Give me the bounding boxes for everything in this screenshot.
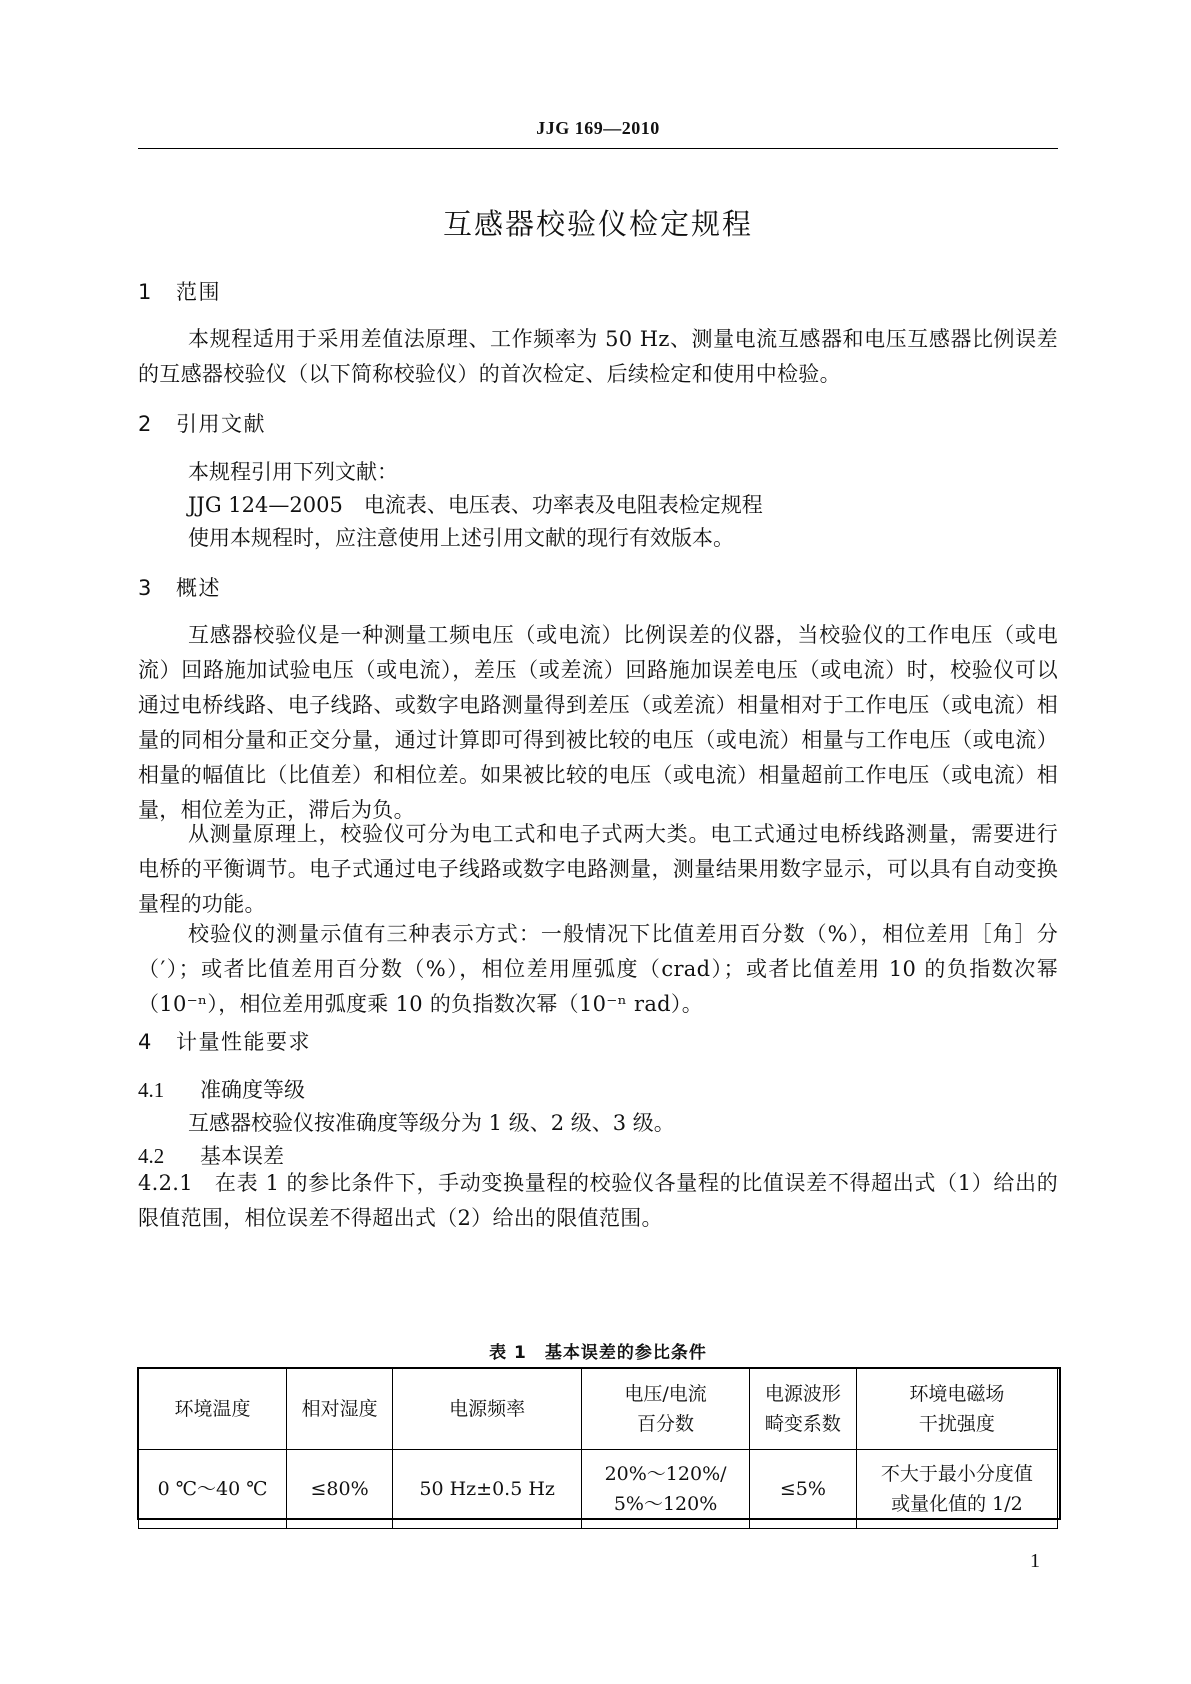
table-header-row [139,1369,1058,1450]
section-1-heading [138,276,221,306]
overview-paragraph-2: 从测量原理上，校验仪可分为电工式和电子式两大类。电工式通过电桥线路测量，需要进行电桥的平衡调节。电子式通过电子线路或数字电路测量，测量结果用数字显示，可以具有自动变换量程的功能。 [138,822,1058,916]
header-line-2: 百分数 [637,1413,695,1435]
section-title: 范围 [176,280,221,304]
section-4-heading [138,1026,311,1056]
table-row [139,1450,1058,1529]
section-number: 3 [138,576,153,600]
header-line-1: 电源波形 [764,1383,841,1405]
subsection-number: 4.2 [138,1144,165,1168]
overview-paragraph-1: 互感器校验仪是一种测量工频电压（或电流）比例误差的仪器，当校验仪的工作电压（或电流）回路施加试验电压（或电流），差压（或差流）回路施加误差电压（或电流）时，校验仪可以通过电桥线路、电子线路、或数字电路测量得到差压（或差流）相量相对于工作电压（或电流）相量的同相分量和正交分量，通过计算即可得到被比较的电压（或电流）相量与工作电压（或电流）相量的幅值比（比值差）和相位差。如果被比较的电压（或电流）相量超前工作电压（或电流）相量，相位差为正，滞后为负。 [138,623,1058,822]
section-title: 计量性能要求 [176,1030,311,1054]
cell-waveform-distortion: ≤5% [749,1450,856,1529]
header-line-2: 畸变系数 [764,1413,841,1435]
header-supply-frequency: 电源频率 [393,1369,582,1450]
subsection-number: 4.1 [138,1078,165,1102]
section-2-heading [138,408,266,438]
document-title: 互感器校验仪检定规程 [442,207,753,241]
cell-line-1: 20%～120%/ [604,1463,727,1485]
overview-paragraph-3: 校验仪的测量示值有三种表示方式：一般情况下比值差用百分数（%），相位差用［角］分（′）；或者比值差用百分数（%），相位差用厘弧度（crad）；或者比值差用 10 的负指数次幂（10⁻ⁿ），相位差用弧度乘 10 的负指数次幂（10⁻ⁿ rad）。 [138,922,1058,1016]
cell-voltage-current-percentage [582,1450,750,1529]
section-title: 引用文献 [176,412,266,436]
section-number: 2 [138,412,153,436]
section-number: 4 [138,1030,153,1054]
section-3-heading [138,572,221,602]
page-header-code: JJG 169—2010 [536,118,660,138]
header-ambient-temperature: 环境温度 [139,1369,287,1450]
table-caption: 表 1 基本误差的参比条件 [489,1343,707,1363]
header-em-interference [856,1369,1057,1450]
refs-item-1: JJG 124—2005 电流表、电压表、功率表及电阻表检定规程 [188,493,763,517]
cell-ambient-temperature: 0 ℃～40 ℃ [139,1450,287,1529]
cell-line-2: 或量化值的 1/2 [891,1493,1023,1515]
header-divider [138,148,1058,149]
header-relative-humidity: 相对湿度 [287,1369,393,1450]
scope-paragraph: 本规程适用于采用差值法原理、工作频率为 50 Hz、测量电流互感器和电压互感器比例误差的互感器校验仪（以下简称校验仪）的首次检定、后续检定和使用中检验。 [138,327,1058,386]
subsection-title: 基本误差 [200,1144,284,1168]
clause-4-2-1-paragraph: 4.2.1 在表 1 的参比条件下，手动变换量程的校验仪各量程的比值误差不得超出式（1）给出的限值范围，相位误差不得超出式（2）给出的限值范围。 [138,1171,1058,1230]
refs-note: 使用本规程时，应注意使用上述引用文献的现行有效版本。 [188,526,734,550]
refs-intro: 本规程引用下列文献： [188,460,398,484]
subsection-title: 准确度等级 [200,1078,305,1102]
cell-em-interference [856,1450,1057,1529]
header-line-1: 电压/电流 [624,1383,707,1405]
section-title: 概述 [176,576,221,600]
section-number: 1 [138,280,153,304]
cell-line-2: 5%～120% [613,1493,718,1515]
subsection-4-1-heading [138,1074,305,1104]
header-line-2: 干扰强度 [918,1413,995,1435]
accuracy-class-text: 互感器校验仪按准确度等级分为 1 级、2 级、3 级。 [188,1111,675,1135]
cell-relative-humidity: ≤80% [287,1450,393,1529]
header-waveform-distortion [749,1369,856,1450]
header-voltage-current-percentage [582,1369,750,1450]
page-number: 1 [1030,1550,1040,1572]
header-line-1: 环境电磁场 [909,1383,1005,1405]
cell-line-1: 不大于最小分度值 [880,1463,1033,1485]
reference-conditions-table [138,1368,1058,1529]
cell-supply-frequency: 50 Hz±0.5 Hz [393,1450,582,1529]
